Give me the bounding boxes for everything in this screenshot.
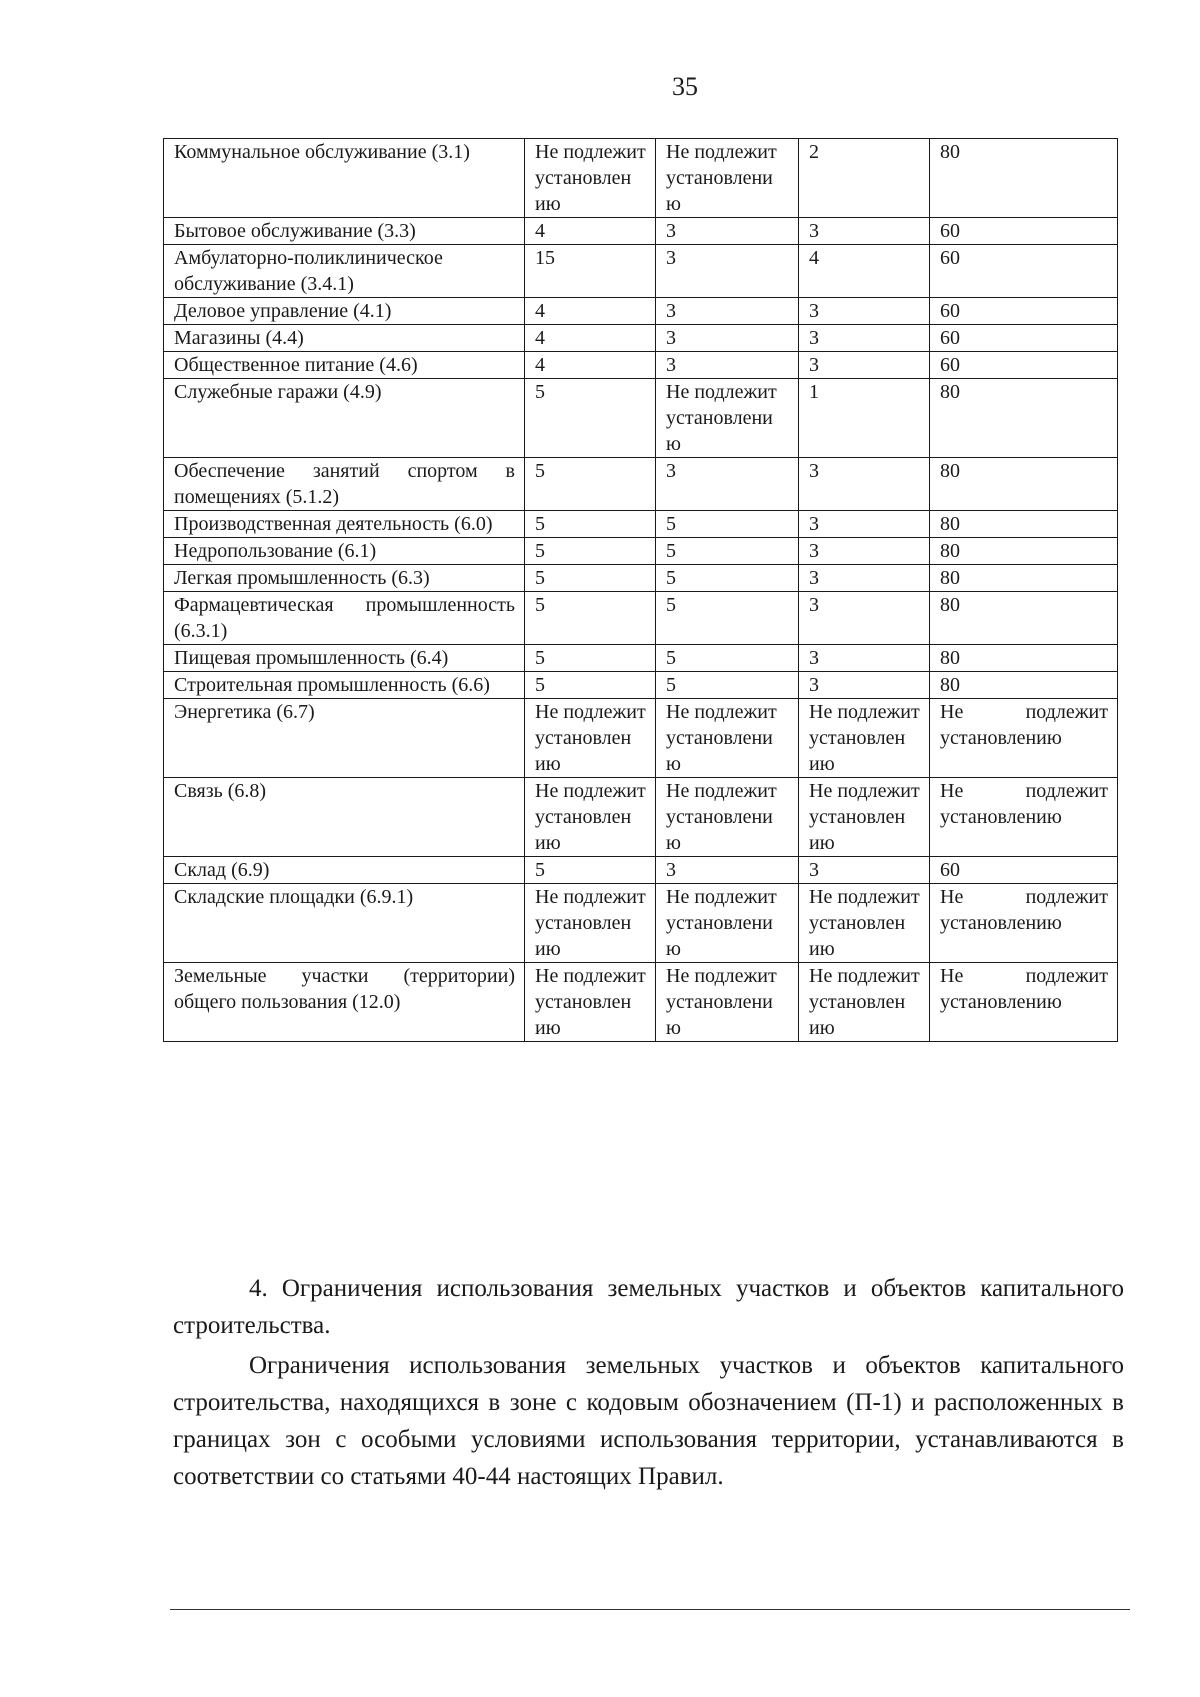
land-use-type-cell: Производственная деятельность (6.0) — [164, 511, 525, 538]
value-cell-1: Не подлежит установлен ию — [525, 884, 656, 963]
table-row — [164, 218, 1118, 245]
land-use-type-cell: Магазины (4.4) — [164, 325, 525, 352]
land-use-type-cell: Складские площадки (6.9.1) — [164, 884, 525, 963]
value-cell-1: 5 — [525, 672, 656, 699]
value-cell-3: 3 — [799, 592, 930, 645]
value-cell-1: 5 — [525, 379, 656, 458]
table-row — [164, 298, 1118, 325]
value-cell-4: 60 — [930, 352, 1118, 379]
table-body — [164, 139, 1118, 1042]
value-cell-4: 80 — [930, 565, 1118, 592]
value-cell-4: Не подлежит установлению — [930, 778, 1118, 857]
land-use-type-cell: Коммунальное обслуживание (3.1) — [164, 139, 525, 218]
land-use-type-cell: Пищевая промышленность (6.4) — [164, 645, 525, 672]
table-row — [164, 352, 1118, 379]
value-cell-4: 80 — [930, 592, 1118, 645]
value-cell-2: 5 — [656, 538, 799, 565]
value-cell-1: 4 — [525, 218, 656, 245]
value-cell-4: Не подлежит установлению — [930, 699, 1118, 778]
table-row — [164, 778, 1118, 857]
value-cell-1: Не подлежит установлен ию — [525, 963, 656, 1042]
value-cell-4: 60 — [930, 218, 1118, 245]
section-4-heading-text: 4. Ограничения использования земельных участков и объектов капитального строительства. — [173, 1275, 1124, 1339]
value-cell-1: 5 — [525, 592, 656, 645]
value-cell-3: Не подлежит установлен ию — [799, 884, 930, 963]
value-cell-3: 3 — [799, 511, 930, 538]
land-use-type-cell: Фармацевтическая промышленность (6.3.1) — [164, 592, 525, 645]
value-cell-2: 3 — [656, 218, 799, 245]
value-cell-3: 3 — [799, 218, 930, 245]
value-cell-4: 60 — [930, 298, 1118, 325]
section-4-body-text: Ограничения использования земельных участков и объектов капитального строительства, находящихся в зоне с кодовым обозначением (П-1) и расположенных в границах зон с особыми условиями использования территории, устанавливаются в соответствии со статьями 40-44 настоящих Правил. — [173, 1352, 1124, 1490]
table-row — [164, 699, 1118, 778]
value-cell-2: Не подлежит установлени ю — [656, 778, 799, 857]
land-use-type-cell: Бытовое обслуживание (3.3) — [164, 218, 525, 245]
value-cell-4: 60 — [930, 245, 1118, 298]
value-cell-2: 3 — [656, 857, 799, 884]
value-cell-2: 5 — [656, 511, 799, 538]
table-row — [164, 245, 1118, 298]
value-cell-4: Не подлежит установлению — [930, 963, 1118, 1042]
value-cell-3: 3 — [799, 672, 930, 699]
value-cell-2: 5 — [656, 592, 799, 645]
section-4-body — [173, 1347, 1124, 1495]
table-row — [164, 857, 1118, 884]
land-use-type-cell: Земельные участки (территории) общего пользования (12.0) — [164, 963, 525, 1042]
land-use-type-cell: Легкая промышленность (6.3) — [164, 565, 525, 592]
value-cell-4: 80 — [930, 645, 1118, 672]
land-use-type-cell: Амбулаторно-поликлиническое обслуживание (3.4.1) — [164, 245, 525, 298]
value-cell-1: Не подлежит установлен ию — [525, 778, 656, 857]
value-cell-4: Не подлежит установлению — [930, 884, 1118, 963]
value-cell-3: 2 — [799, 139, 930, 218]
value-cell-1: 4 — [525, 298, 656, 325]
value-cell-4: 80 — [930, 139, 1118, 218]
land-use-type-cell: Деловое управление (4.1) — [164, 298, 525, 325]
land-use-type-cell: Склад (6.9) — [164, 857, 525, 884]
value-cell-3: 3 — [799, 298, 930, 325]
land-use-type-cell: Связь (6.8) — [164, 778, 525, 857]
land-use-type-cell: Строительная промышленность (6.6) — [164, 672, 525, 699]
value-cell-4: 80 — [930, 511, 1118, 538]
value-cell-1: 15 — [525, 245, 656, 298]
land-use-type-cell: Энергетика (6.7) — [164, 699, 525, 778]
value-cell-3: 3 — [799, 352, 930, 379]
value-cell-2: Не подлежит установлени ю — [656, 699, 799, 778]
value-cell-2: 5 — [656, 645, 799, 672]
value-cell-1: 5 — [525, 857, 656, 884]
table-row — [164, 592, 1118, 645]
value-cell-2: 3 — [656, 325, 799, 352]
value-cell-3: Не подлежит установлен ию — [799, 778, 930, 857]
value-cell-2: Не подлежит установлени ю — [656, 884, 799, 963]
table-row — [164, 884, 1118, 963]
land-use-type-cell: Обеспечение занятий спортом в помещениях (5.1.2) — [164, 458, 525, 511]
value-cell-2: Не подлежит установлени ю — [656, 139, 799, 218]
footer-rule — [170, 1609, 1130, 1610]
table-row — [164, 379, 1118, 458]
value-cell-3: Не подлежит установлен ию — [799, 963, 930, 1042]
value-cell-4: 80 — [930, 538, 1118, 565]
value-cell-1: Не подлежит установлен ию — [525, 699, 656, 778]
value-cell-2: 3 — [656, 298, 799, 325]
table-row — [164, 325, 1118, 352]
value-cell-3: 3 — [799, 857, 930, 884]
value-cell-3: 3 — [799, 565, 930, 592]
section-4-heading — [173, 1270, 1124, 1344]
value-cell-2: 5 — [656, 672, 799, 699]
value-cell-3: 1 — [799, 379, 930, 458]
value-cell-3: 4 — [799, 245, 930, 298]
value-cell-4: 80 — [930, 379, 1118, 458]
value-cell-4: 80 — [930, 458, 1118, 511]
page-number: 35 — [672, 72, 698, 101]
value-cell-1: 5 — [525, 645, 656, 672]
value-cell-3: 3 — [799, 538, 930, 565]
land-use-type-cell: Общественное питание (4.6) — [164, 352, 525, 379]
value-cell-4: 60 — [930, 857, 1118, 884]
value-cell-1: 4 — [525, 325, 656, 352]
value-cell-4: 80 — [930, 672, 1118, 699]
value-cell-2: 5 — [656, 565, 799, 592]
table-row — [164, 139, 1118, 218]
table-row — [164, 672, 1118, 699]
table-row — [164, 511, 1118, 538]
table-row — [164, 538, 1118, 565]
land-use-type-cell: Служебные гаражи (4.9) — [164, 379, 525, 458]
value-cell-4: 60 — [930, 325, 1118, 352]
value-cell-2: Не подлежит установлени ю — [656, 379, 799, 458]
value-cell-3: Не подлежит установлен ию — [799, 699, 930, 778]
value-cell-1: 5 — [525, 458, 656, 511]
value-cell-3: 3 — [799, 325, 930, 352]
value-cell-1: 5 — [525, 538, 656, 565]
value-cell-2: 3 — [656, 245, 799, 298]
value-cell-3: 3 — [799, 645, 930, 672]
value-cell-2: 3 — [656, 352, 799, 379]
value-cell-2: 3 — [656, 458, 799, 511]
value-cell-3: 3 — [799, 458, 930, 511]
value-cell-1: 5 — [525, 511, 656, 538]
land-use-type-cell: Недропользование (6.1) — [164, 538, 525, 565]
value-cell-1: 5 — [525, 565, 656, 592]
value-cell-1: 4 — [525, 352, 656, 379]
value-cell-2: Не подлежит установлени ю — [656, 963, 799, 1042]
land-use-parameters-table — [163, 138, 1118, 1042]
value-cell-1: Не подлежит установлен ию — [525, 139, 656, 218]
table-row — [164, 458, 1118, 511]
table-row — [164, 565, 1118, 592]
table-row — [164, 963, 1118, 1042]
table-row — [164, 645, 1118, 672]
